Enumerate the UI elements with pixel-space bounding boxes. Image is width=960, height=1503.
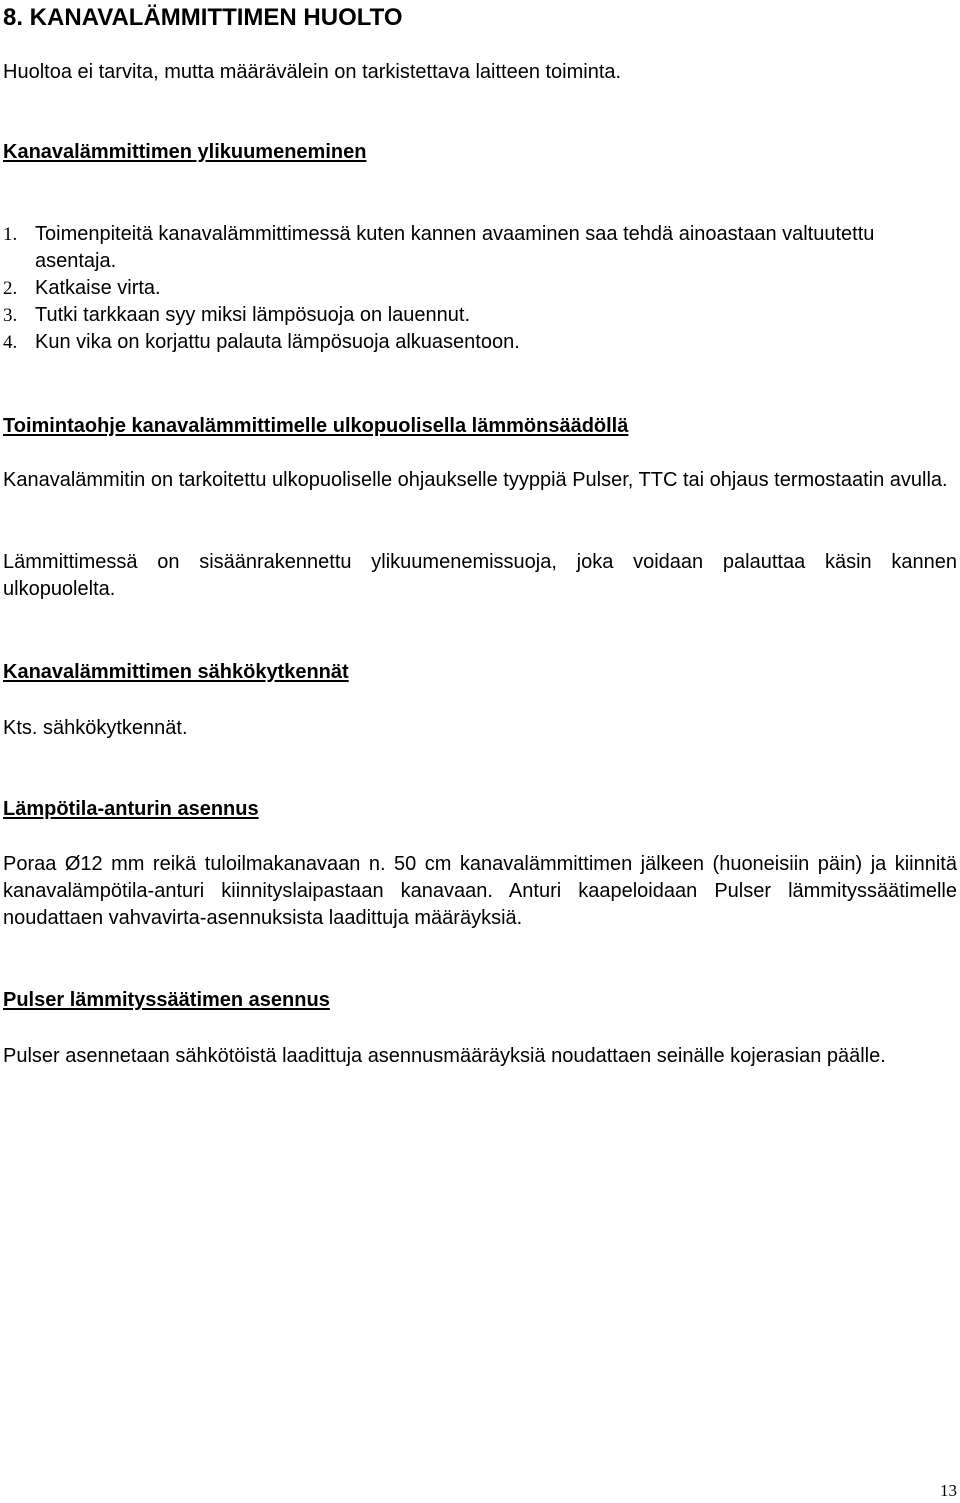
pulser-installation-paragraph: Pulser asennetaan sähkötöistä laadittuja asennusmääräyksiä noudattaen seinälle kojerasian päälle.	[3, 1045, 886, 1067]
overheating-heading: Kanavalämmittimen ylikuumeneminen	[3, 141, 367, 163]
overheat-protection-paragraph: Lämmittimessä on sisäänrakennettu ylikuumenemissuoja, joka voidaan palauttaa käsin kannen ulkopuolelta.	[3, 551, 957, 600]
sensor-installation-heading: Lämpötila-anturin asennus	[3, 798, 259, 820]
pulser-installation-heading: Pulser lämmityssäätimen asennus	[3, 989, 330, 1011]
list-item-number: 4.	[3, 332, 18, 353]
external-control-paragraph: Kanavalämmitin on tarkoitettu ulkopuoliselle ohjaukselle tyyppiä Pulser, TTC tai ohjaus termostaatin avulla.	[3, 469, 948, 491]
wiring-heading: Kanavalämmittimen sähkökytkennät	[3, 661, 349, 683]
list-item-text: Toimenpiteitä kanavalämmittimessä kuten kannen avaaminen saa tehdä ainoastaan valtuutettu asentaja.	[35, 223, 875, 272]
list-item-number: 2.	[3, 278, 18, 299]
list-item-text: Katkaise virta.	[35, 277, 161, 299]
overheating-steps-list	[3, 221, 957, 356]
list-item-number: 3.	[3, 305, 18, 326]
list-item-text: Kun vika on korjattu palauta lämpösuoja alkuasentoon.	[35, 331, 520, 353]
list-item	[3, 302, 957, 329]
list-item	[3, 221, 957, 275]
page-title: 8. KANAVALÄMMITTIMEN HUOLTO	[3, 4, 403, 31]
intro-text: Huoltoa ei tarvita, mutta määrävälein on tarkistettava laitteen toiminta.	[3, 61, 622, 83]
list-item-number: 1.	[3, 224, 18, 245]
external-control-heading: Toimintaohje kanavalämmittimelle ulkopuolisella lämmönsäädöllä	[3, 415, 629, 437]
list-item-text: Tutki tarkkaan syy miksi lämpösuoja on lauennut.	[35, 304, 471, 326]
sensor-installation-paragraph: Poraa Ø12 mm reikä tuloilmakanavaan n. 50 cm kanavalämmittimen jälkeen (huoneisiin päin) ja kiinnitä kanavalämpötila-anturi kiinnityslaipastaan kanavaan. Anturi kaapeloidaan Pulser lämmityssäätimelle noudattaen vahvavirta-asennuksista laadittuja määräyksiä.	[3, 853, 957, 929]
list-item	[3, 329, 957, 356]
page-number: 13	[940, 1481, 957, 1500]
wiring-text: Kts. sähkökytkennät.	[3, 717, 188, 739]
list-item	[3, 275, 957, 302]
